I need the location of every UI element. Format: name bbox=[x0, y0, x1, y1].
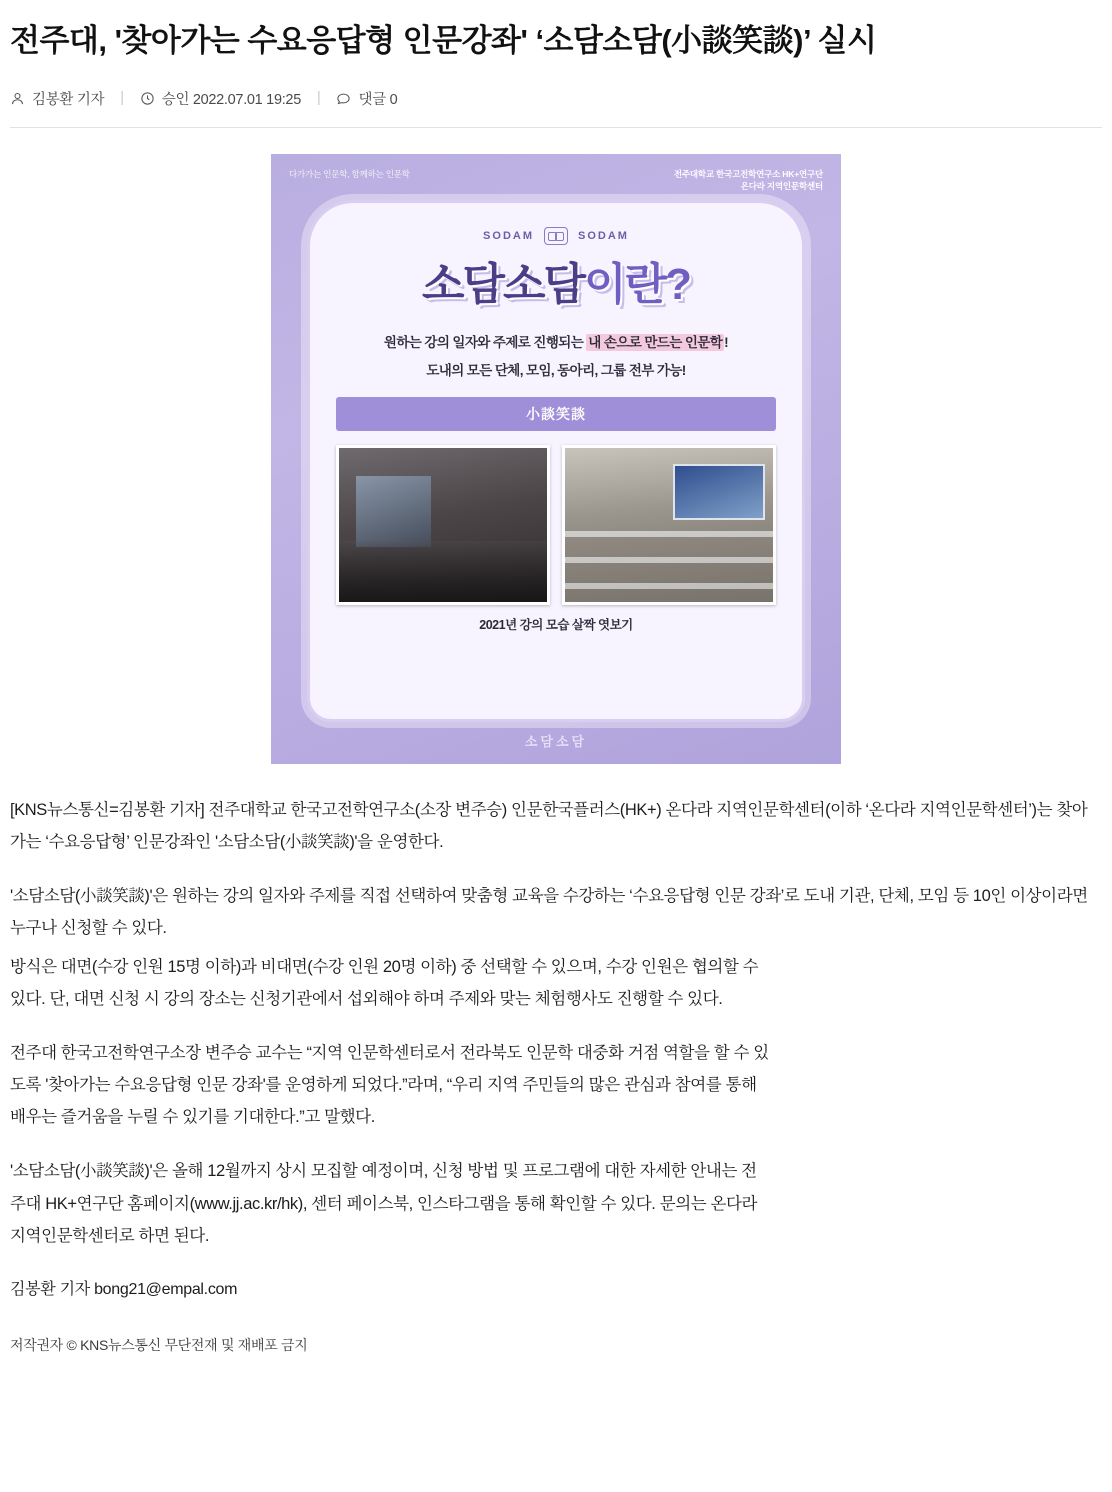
poster-photos bbox=[336, 445, 776, 605]
poster-image bbox=[271, 154, 841, 764]
article-paragraph-3: 방식은 대면(수강 인원 15명 이하)과 비대면(수강 인원 20명 이하) 중 선택할 수 있으며, 수강 인원은 협의할 수 있다. 단, 대면 신청 시 강의 장소는 신청기관에서 섭외해야 하며 주제와 맞는 체험행사도 진행할 수 있다. bbox=[10, 957, 759, 1008]
copyright-notice: 저작권자 © KNS뉴스통신 무단전재 및 재배포 금지 bbox=[10, 1337, 308, 1354]
poster-banner: 小談笑談 bbox=[336, 397, 776, 431]
sodam-logo-icon bbox=[544, 227, 568, 245]
poster-photo-right bbox=[562, 445, 776, 605]
byline-author-text: 김봉환 기자 bbox=[32, 91, 105, 108]
article-paragraph-4: 전주대 한국고전학연구소장 변주승 교수는 “지역 인문학센터로서 전라북도 인문학 대중화 거점 역할을 할 수 있도록 '찾아가는 수요응답형 인문 강좌'를 운영하게 되었다.”라며, “우리 지역 주민들의 많은 관심과 참여를 통해 배우는 즐거움을 누릴 수 있기를 기대한다.”고 말했다. bbox=[10, 1043, 769, 1127]
poster-org-line1: 전주대학교 한국고전학연구소 HK+연구단 bbox=[673, 168, 823, 179]
byline-author bbox=[10, 88, 104, 109]
poster-card bbox=[307, 200, 805, 722]
page-title: 전주대, '찾아가는 수요응답형 인문강좌' ‘소담소담(小談笑談)’ 실시 bbox=[10, 23, 877, 58]
poster-headline bbox=[336, 261, 776, 309]
poster-subtitle-1-before: 원하는 강의 일자와 주제로 진행되는 bbox=[383, 335, 587, 351]
article-paragraph-5: '소담소담(小談笑談)'은 올해 12월까지 상시 모집할 예정이며, 신청 방법 및 프로그램에 대한 자세한 안내는 전주대 HK+연구단 홈페이지(www.jj.ac.kr/hk), 센터 페이스북, 인스타그램을 통해 확인할 수 있다. 문의는 온다라 지역인문학센터로 하면 된다. bbox=[10, 1162, 758, 1245]
poster-subtitle-1-after: ! bbox=[724, 335, 729, 351]
poster-org-line2: 온다라 지역인문학센터 bbox=[740, 181, 823, 192]
poster-subtitle-2: 도내의 모든 단체, 모임, 동아리, 그룹 전부 가능! bbox=[426, 363, 686, 379]
article-paragraph-1: [KNS뉴스통신=김봉환 기자] 전주대학교 한국고전학연구소(소장 변주승) 인문한국플러스(HK+) 온다라 지역인문학센터(이하 ‘온다라 지역인문학센터’)는 찾아가는 ‘수요응답형’ 인문강좌인 '소담소담(小談笑談)'을 운영한다. bbox=[10, 800, 1088, 852]
byline bbox=[10, 88, 1102, 109]
poster-brand-left: SODAM bbox=[483, 229, 534, 242]
poster-tagline: 다가가는 인문학, 함께하는 인문학 bbox=[289, 168, 410, 179]
comment-icon bbox=[336, 91, 351, 106]
article-body bbox=[10, 794, 1102, 1305]
byline-date bbox=[140, 88, 301, 109]
poster-subtitle-1 bbox=[336, 331, 776, 351]
article-paragraph-2: '소담소담(小談笑談)'은 원하는 강의 일자와 주제를 직접 선택하여 맞춤형 교육을 수강하는 ‘수요응답형 인문 강좌’로 도내 기관, 단체, 모임 등 10인 이상이라면 누구나 신청할 수 있다. bbox=[10, 887, 1088, 938]
poster-brand-right: SODAM bbox=[578, 229, 629, 242]
clock-icon bbox=[140, 91, 155, 106]
byline-separator-1: | bbox=[120, 90, 124, 107]
poster-subtitle-1-highlight: 내 손으로 만드는 인문학 bbox=[588, 335, 723, 351]
reporter-contact: 김봉환 기자 bong21@empal.com bbox=[10, 1280, 238, 1298]
person-icon bbox=[10, 91, 25, 106]
poster-organization bbox=[674, 168, 823, 193]
poster-brand-line bbox=[336, 227, 776, 245]
byline-date-text: 승인 2022.07.01 19:25 bbox=[161, 91, 301, 108]
poster-photo-caption: 2021년 강의 모습 살짝 엿보기 bbox=[479, 618, 633, 633]
header-divider bbox=[10, 127, 1102, 128]
poster-photo-left bbox=[336, 445, 550, 605]
poster-topbar bbox=[271, 154, 841, 193]
byline-comments[interactable] bbox=[336, 88, 397, 109]
byline-separator-2: | bbox=[316, 90, 321, 107]
article-image-container bbox=[10, 154, 1102, 764]
poster-headline-main: 소담소담 bbox=[422, 259, 585, 309]
poster-headline-accent: 이란? bbox=[584, 259, 690, 309]
poster-footer-logo: 소담소담 bbox=[524, 733, 588, 749]
byline-comments-text: 댓글 0 bbox=[358, 91, 398, 108]
